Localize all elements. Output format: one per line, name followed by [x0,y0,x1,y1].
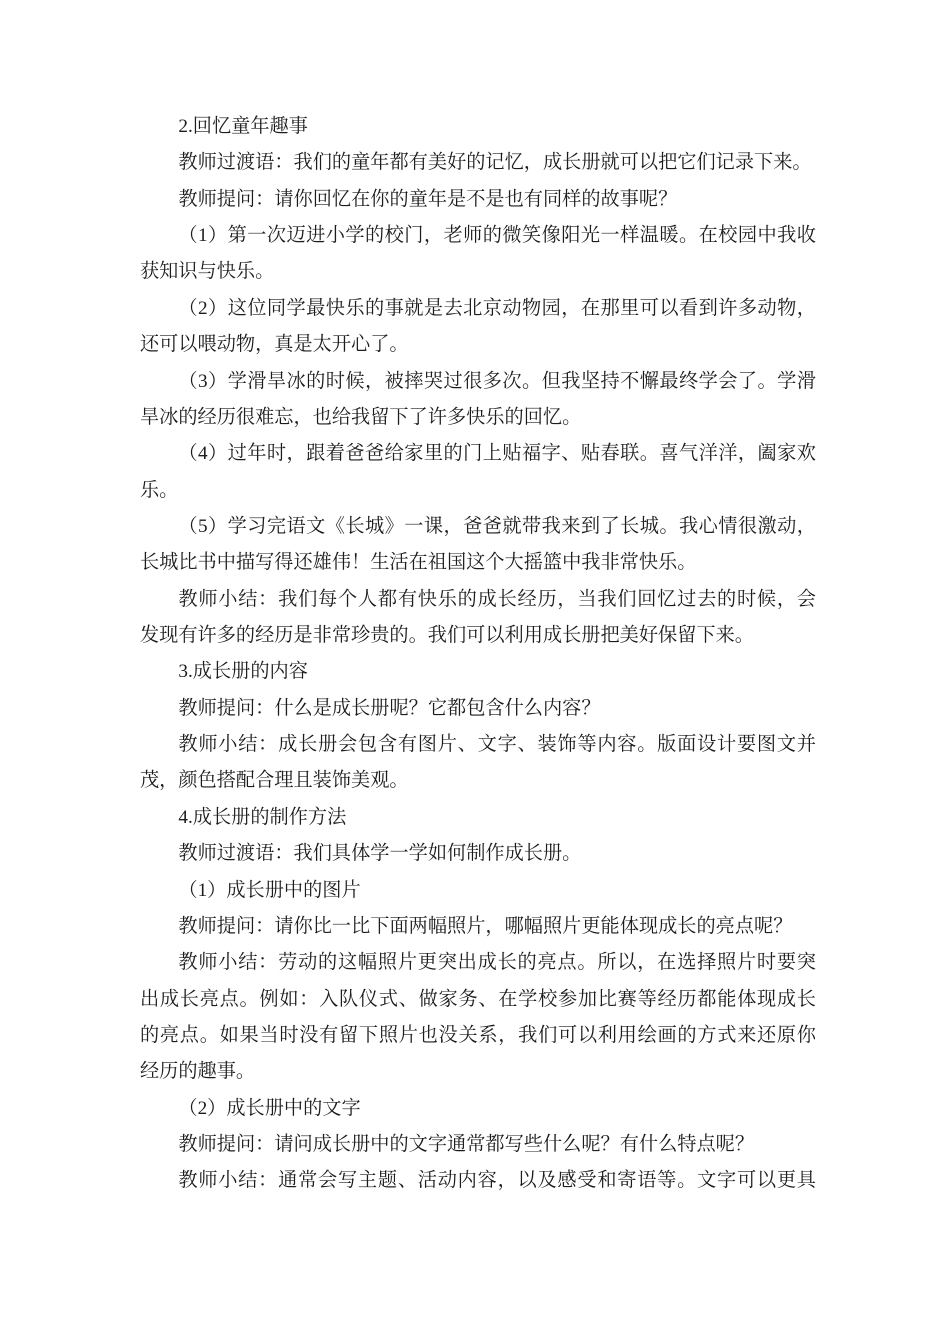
text-line: 出成长亮点。例如：入队仪式、做家务、在学校参加比赛等经历都能体现成长 [140,988,816,1010]
heading-line: 3.成长册的内容 [178,661,308,683]
text-line: 经历的趣事。 [140,1061,256,1083]
text-line: 乐。 [140,479,179,501]
text-line: 教师提问：请问成长册中的文字通常都写些什么呢？有什么特点呢？ [178,1134,755,1156]
text-line: 长城比书中描写得还雄伟！生活在祖国这个大摇篮中我非常快乐。 [140,552,697,574]
text-line: 获知识与快乐。 [140,261,275,283]
heading-line: 4.成长册的制作方法 [178,806,347,828]
subheading-line: （1）成长册中的图片 [178,879,361,901]
text-line: 教师提问：什么是成长册呢？它都包含什么内容？ [178,697,601,719]
text-line: （5）学习完语文《长城》一课，爸爸就带我来到了长城。我心情很激动， [178,515,816,537]
text-line: 教师小结：成长册会包含有图片、文字、装饰等内容。版面设计要图文并 [178,734,816,756]
text-line: 教师提问：请你比一比下面两幅照片，哪幅照片更能体现成长的亮点呢？ [178,915,793,937]
text-line: 发现有许多的经历是非常珍贵的。我们可以利用成长册把美好保留下来。 [140,625,754,647]
text-line: 茂，颜色搭配合理且装饰美观。 [140,770,409,792]
text-line: （1）第一次迈进小学的校门，老师的微笑像阳光一样温暖。在校园中我收 [178,225,816,247]
text-line: （3）学滑旱冰的时候，被摔哭过很多次。但我坚持不懈最终学会了。学滑 [178,370,816,392]
text-line: 旱冰的经历很难忘，也给我留下了许多快乐的回忆。 [140,406,582,428]
text-line: 教师小结：通常会写主题、活动内容，以及感受和寄语等。文字可以更具 [178,1170,816,1192]
text-line: 教师小结：我们每个人都有快乐的成长经历，当我们回忆过去的时候，会 [178,588,816,610]
heading-line: 2.回忆童年趣事 [178,116,308,137]
subheading-line: （2）成长册中的文字 [178,1097,361,1119]
text-line: （2）这位同学最快乐的事就是去北京动物园，在那里可以看到许多动物， [178,297,816,319]
text-line: 教师过渡语：我们具体学一学如何制作成长册。 [178,843,582,865]
text-line: 教师过渡语：我们的童年都有美好的记忆，成长册就可以把它们记录下来。 [178,152,812,174]
text-line: 教师提问：请你回忆在你的童年是不是也有同样的故事呢？ [178,188,678,210]
text-line: 还可以喂动物，真是太开心了。 [140,334,409,356]
text-line: 教师小结：劳动的这幅照片更突出成长的亮点。所以，在选择照片时要突 [178,952,816,974]
text-line: 的亮点。如果当时没有留下照片也没关系，我们可以利用绘画的方式来还原你 [140,1024,816,1046]
text-line: （4）过年时，跟着爸爸给家里的门上贴福字、贴春联。喜气洋洋，阖家欢 [178,443,816,465]
